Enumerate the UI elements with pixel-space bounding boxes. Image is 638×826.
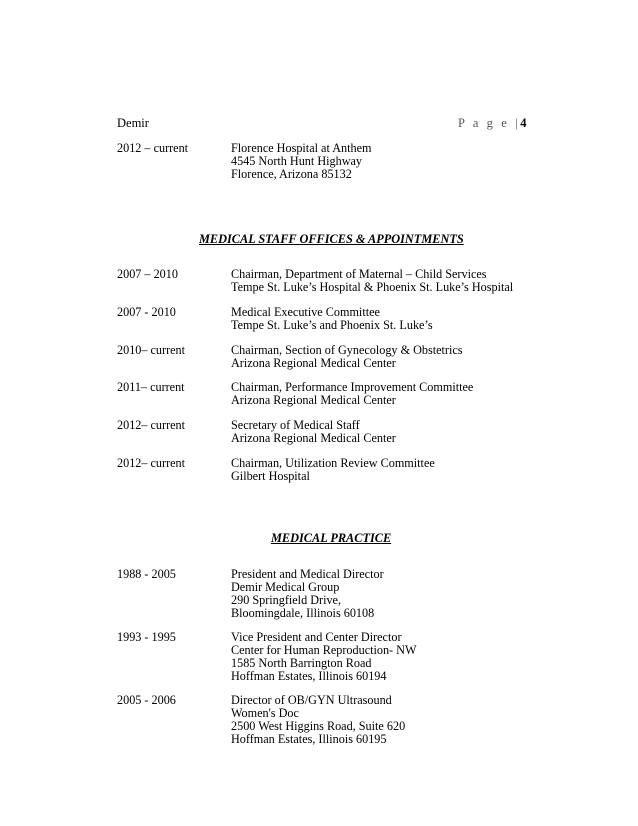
entry-line: Women's Doc — [231, 706, 299, 720]
section-title-practice: MEDICAL PRACTICE — [271, 531, 392, 545]
entry-line: Secretary of Medical Staff — [231, 418, 360, 432]
page-number-label — [458, 116, 527, 131]
page-label: P a g e — [458, 116, 510, 130]
entry-line: Arizona Regional Medical Center — [231, 393, 396, 407]
page-separator: | — [515, 116, 521, 130]
entry-line: Chairman, Performance Improvement Committee — [231, 380, 474, 394]
page-number: 4 — [520, 116, 527, 130]
entry-dates: 2005 - 2006 — [117, 693, 176, 707]
entry-dates: 2010– current — [117, 343, 186, 357]
section-title-staff: MEDICAL STAFF OFFICES & APPOINTMENTS — [199, 232, 464, 246]
entry-dates: 2007 - 2010 — [117, 305, 176, 319]
entry-dates: 2007 – 2010 — [117, 267, 178, 281]
entry-line: Florence, Arizona 85132 — [231, 167, 352, 181]
entry-line: Tempe St. Luke’s and Phoenix St. Luke’s — [231, 318, 433, 332]
entry-line: Chairman, Utilization Review Committee — [231, 456, 435, 470]
entry-line: 1585 North Barrington Road — [231, 656, 372, 670]
header-name: Demir — [117, 116, 149, 130]
entry-line: Hoffman Estates, Illinois 60195 — [231, 732, 387, 746]
entry-dates: 1988 - 2005 — [117, 567, 176, 581]
entry-line: Demir Medical Group — [231, 580, 340, 594]
entry-line: Bloomingdale, Illinois 60108 — [231, 606, 375, 620]
entry-line: 4545 North Hunt Highway — [231, 154, 363, 168]
entry-line: Director of OB/GYN Ultrasound — [231, 693, 392, 707]
entry-line: Arizona Regional Medical Center — [231, 431, 396, 445]
entry-line: 290 Springfield Drive, — [231, 593, 342, 607]
entry-dates: 1993 - 1995 — [117, 630, 176, 644]
entry-line: Florence Hospital at Anthem — [231, 141, 372, 155]
entry-line: Chairman, Section of Gynecology & Obstetrics — [231, 343, 463, 357]
entry-line: Medical Executive Committee — [231, 305, 380, 319]
entry-line: Arizona Regional Medical Center — [231, 356, 396, 370]
entry-line: President and Medical Director — [231, 567, 384, 581]
entry-dates: 2011– current — [117, 380, 185, 394]
entry-line: Center for Human Reproduction- NW — [231, 643, 417, 657]
entry-line: Chairman, Department of Maternal – Child Services — [231, 267, 487, 281]
entry-line: 2500 West Higgins Road, Suite 620 — [231, 719, 406, 733]
entry-line: Tempe St. Luke’s Hospital & Phoenix St. Luke’s Hospital — [231, 280, 514, 294]
entry-dates: 2012– current — [117, 418, 186, 432]
entry-line: Gilbert Hospital — [231, 469, 310, 483]
entry-dates: 2012– current — [117, 456, 186, 470]
entry-line: Vice President and Center Director — [231, 630, 402, 644]
entry-line: Hoffman Estates, Illinois 60194 — [231, 669, 387, 683]
entry-dates: 2012 – current — [117, 141, 189, 155]
